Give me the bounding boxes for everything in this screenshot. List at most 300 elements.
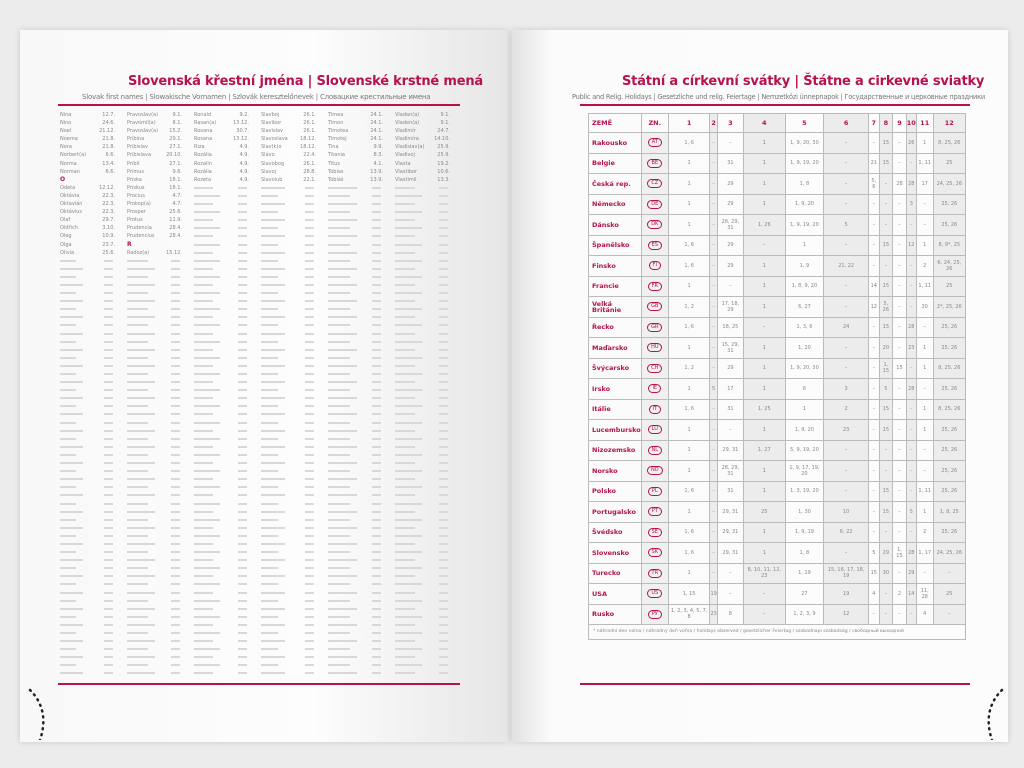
name-entry-blurred bbox=[328, 556, 391, 564]
holiday-days: – bbox=[710, 276, 717, 297]
name-entry bbox=[127, 216, 190, 224]
name-entry-blurred bbox=[194, 378, 257, 386]
name-entry bbox=[127, 224, 190, 232]
name-day: 18.12. bbox=[300, 136, 316, 143]
name-entry-blurred bbox=[328, 402, 391, 410]
holiday-days: – bbox=[710, 461, 717, 482]
name-entry-blurred bbox=[60, 435, 123, 443]
names-column bbox=[127, 111, 190, 678]
name-entry bbox=[60, 224, 123, 232]
name-entry-blurred bbox=[261, 362, 324, 370]
holiday-days: 1, 15 bbox=[668, 584, 710, 605]
holiday-days: 1, 11 bbox=[916, 276, 933, 297]
name-entry-blurred bbox=[194, 467, 257, 475]
name-entry-blurred bbox=[328, 443, 391, 451]
name-entry-blurred bbox=[261, 273, 324, 281]
name-entry-blurred bbox=[395, 459, 458, 467]
name-entry-blurred bbox=[60, 653, 123, 661]
name-entry-blurred bbox=[261, 548, 324, 556]
holiday-days: 1 bbox=[916, 133, 933, 154]
name-day: 20.10. bbox=[166, 152, 182, 159]
holiday-days: 1, 3, 6 bbox=[785, 317, 824, 338]
holiday-days: – bbox=[710, 358, 717, 379]
name-entry-blurred bbox=[261, 289, 324, 297]
holiday-days: 1 bbox=[916, 399, 933, 420]
header-rule bbox=[580, 104, 970, 106]
holiday-days: – bbox=[893, 399, 907, 420]
holiday-days: – bbox=[869, 399, 879, 420]
name-entry-blurred bbox=[127, 548, 190, 556]
name-entry-blurred bbox=[328, 257, 391, 265]
name-entry-blurred bbox=[127, 629, 190, 637]
holiday-days: 25, 26 bbox=[933, 522, 965, 543]
name-day: 26.1. bbox=[303, 112, 316, 118]
name-entry bbox=[60, 192, 123, 200]
name-entry-blurred bbox=[60, 629, 123, 637]
name-entry-blurred bbox=[127, 467, 190, 475]
table-row bbox=[589, 358, 966, 379]
holiday-days: – bbox=[710, 215, 717, 236]
name-day: 4.9. bbox=[239, 176, 249, 183]
holiday-days: 2 bbox=[893, 584, 907, 605]
name-entry-blurred bbox=[395, 241, 458, 249]
holiday-days: 1, 15 bbox=[879, 358, 893, 379]
holiday-days: – bbox=[879, 604, 893, 625]
country-code-cell bbox=[641, 543, 668, 564]
name-entry-blurred bbox=[194, 637, 257, 645]
name-entry-blurred bbox=[395, 232, 458, 240]
name-entry-blurred bbox=[395, 362, 458, 370]
name: Oleg bbox=[60, 233, 72, 240]
holiday-days: 23 bbox=[824, 420, 869, 441]
name-day: 4.7. bbox=[172, 201, 182, 208]
name-entry-blurred bbox=[261, 370, 324, 378]
name: Timotea bbox=[328, 128, 349, 135]
name-entry-blurred bbox=[194, 516, 257, 524]
holiday-days: 1, 8, 25 bbox=[933, 502, 965, 523]
name-entry-blurred bbox=[60, 589, 123, 597]
holiday-days: – bbox=[869, 522, 879, 543]
name-entry-blurred bbox=[261, 637, 324, 645]
name-entry-blurred bbox=[328, 370, 391, 378]
country-code-badge: DE bbox=[647, 200, 662, 209]
name-day: 13.12. bbox=[233, 120, 249, 127]
holiday-days: – bbox=[710, 481, 717, 502]
name-entry-blurred bbox=[395, 249, 458, 257]
holiday-days: – bbox=[906, 256, 916, 277]
holiday-days: 15 bbox=[879, 420, 893, 441]
name-entry bbox=[60, 184, 123, 192]
name-entry-blurred bbox=[395, 532, 458, 540]
name-entry bbox=[194, 151, 257, 159]
name-entry-blurred bbox=[395, 289, 458, 297]
name-entry-blurred bbox=[60, 402, 123, 410]
holiday-days: 23 bbox=[906, 338, 916, 359]
name-entry-blurred bbox=[127, 386, 190, 394]
name-entry-blurred bbox=[328, 605, 391, 613]
name-day: 25.9. bbox=[437, 144, 450, 151]
holiday-days: – bbox=[879, 174, 893, 195]
country-code-badge: CH bbox=[647, 364, 662, 373]
holiday-days: – bbox=[893, 440, 907, 461]
holiday-days: 20 bbox=[879, 338, 893, 359]
name-entry bbox=[60, 135, 123, 143]
name-entry-blurred bbox=[194, 435, 257, 443]
name-day: 12.7. bbox=[102, 112, 115, 118]
holiday-days: 11, 28 bbox=[916, 584, 933, 605]
name-entry-blurred bbox=[60, 661, 123, 669]
name-entry-blurred bbox=[261, 249, 324, 257]
name-entry-blurred bbox=[194, 410, 257, 418]
name-entry-blurred bbox=[127, 508, 190, 516]
name-entry-blurred bbox=[194, 548, 257, 556]
holiday-days: 1, 6 bbox=[668, 481, 710, 502]
name: Noema bbox=[60, 136, 78, 143]
holiday-days: 5 bbox=[824, 215, 869, 236]
name: Timea bbox=[328, 112, 344, 118]
holiday-days: – bbox=[710, 153, 717, 174]
holiday-days: 5, 9, 19, 20 bbox=[785, 440, 824, 461]
name-entry-blurred bbox=[194, 394, 257, 402]
holiday-days: – bbox=[893, 194, 907, 215]
holiday-days: 1, 25 bbox=[743, 399, 785, 420]
name-entry-blurred bbox=[60, 321, 123, 329]
holiday-days: 29 bbox=[717, 194, 743, 215]
name-entry-blurred bbox=[261, 224, 324, 232]
name: Prokop(a) bbox=[127, 201, 151, 208]
holiday-days: 1 bbox=[743, 461, 785, 482]
holiday-days: 25 bbox=[743, 502, 785, 523]
holiday-days: – bbox=[933, 604, 965, 625]
country-code-cell bbox=[641, 276, 668, 297]
holiday-days: – bbox=[916, 461, 933, 482]
name-entry bbox=[60, 232, 123, 240]
country-name: Francie bbox=[589, 276, 642, 297]
name: Slavislav bbox=[261, 128, 283, 135]
name-entry-blurred bbox=[60, 362, 123, 370]
name-day: 24.6. bbox=[102, 120, 115, 127]
holiday-days: 29 bbox=[879, 543, 893, 564]
name-entry-blurred bbox=[127, 500, 190, 508]
holiday-days: – bbox=[824, 133, 869, 154]
table-row bbox=[589, 502, 966, 523]
names-title: Slovenská křestní jména | Slovenské krstné mená bbox=[128, 74, 483, 89]
name-entry-blurred bbox=[395, 556, 458, 564]
country-name: Švýcarsko bbox=[589, 358, 642, 379]
name-entry-blurred bbox=[395, 321, 458, 329]
name-day: 18.12. bbox=[300, 144, 316, 151]
holiday-days: 1, 2 bbox=[668, 358, 710, 379]
holiday-days: – bbox=[916, 563, 933, 584]
name-entry-blurred bbox=[261, 605, 324, 613]
holiday-days: 29 bbox=[717, 235, 743, 256]
holiday-days: – bbox=[710, 522, 717, 543]
name-day: 8.3. bbox=[373, 152, 383, 159]
name: Rozália bbox=[194, 168, 212, 175]
holiday-days: 1, 11 bbox=[916, 153, 933, 174]
name-entry-blurred bbox=[261, 346, 324, 354]
name-entry-blurred bbox=[60, 459, 123, 467]
country-name: Lucembursko bbox=[589, 420, 642, 441]
name-entry-blurred bbox=[395, 491, 458, 499]
country-code-cell bbox=[641, 522, 668, 543]
country-name: Polsko bbox=[589, 481, 642, 502]
holiday-days: 1, 9, 17, 19, 20 bbox=[785, 461, 824, 482]
name: Rozalin bbox=[194, 160, 212, 167]
country-code-badge: LU bbox=[648, 425, 662, 434]
holiday-days: – bbox=[717, 420, 743, 441]
name-entry-blurred bbox=[328, 548, 391, 556]
holiday-days: 2*, 25, 26 bbox=[933, 297, 965, 318]
name-entry bbox=[60, 119, 123, 127]
name-entry-blurred bbox=[328, 597, 391, 605]
country-code-cell bbox=[641, 153, 668, 174]
name: Norman bbox=[60, 168, 80, 175]
holiday-days: 4 bbox=[916, 604, 933, 625]
name-entry-blurred bbox=[194, 354, 257, 362]
table-row bbox=[589, 420, 966, 441]
holiday-days: 1, 9, 20, 30 bbox=[785, 133, 824, 154]
name-entry bbox=[60, 151, 123, 159]
name-entry-blurred bbox=[60, 338, 123, 346]
name-entry bbox=[194, 119, 257, 127]
name-entry bbox=[328, 135, 391, 143]
name-entry-blurred bbox=[60, 637, 123, 645]
country-code-cell bbox=[641, 481, 668, 502]
name-entry bbox=[395, 127, 458, 135]
name-entry-blurred bbox=[261, 354, 324, 362]
name: Slavolub bbox=[261, 176, 283, 183]
name-entry-blurred bbox=[261, 661, 324, 669]
name-entry-blurred bbox=[328, 289, 391, 297]
holiday-days: – bbox=[893, 133, 907, 154]
name-entry bbox=[328, 127, 391, 135]
holiday-days: 17 bbox=[916, 174, 933, 195]
name-entry-blurred bbox=[261, 572, 324, 580]
country-code-cell bbox=[641, 461, 668, 482]
name-entry-blurred bbox=[127, 273, 190, 281]
name-day: 28.8. bbox=[303, 168, 316, 175]
name-day: 25.6. bbox=[102, 249, 115, 256]
holiday-days: – bbox=[879, 215, 893, 236]
name: Primus bbox=[127, 168, 145, 175]
name-entry-blurred bbox=[60, 621, 123, 629]
name: Prudencius bbox=[127, 233, 155, 240]
name-entry-blurred bbox=[261, 297, 324, 305]
name-entry-blurred bbox=[194, 208, 257, 216]
name-entry-blurred bbox=[395, 297, 458, 305]
name-day: 22.1. bbox=[303, 176, 316, 183]
name-day: 24.1. bbox=[370, 120, 383, 127]
name: Procius bbox=[127, 192, 145, 199]
name-entry-blurred bbox=[127, 645, 190, 653]
name-entry-blurred bbox=[194, 338, 257, 346]
holiday-days: – bbox=[710, 543, 717, 564]
holiday-days: 25, 26 bbox=[933, 440, 965, 461]
country-name: Itálie bbox=[589, 399, 642, 420]
holiday-days: – bbox=[906, 481, 916, 502]
holiday-days: 1 bbox=[785, 235, 824, 256]
holiday-days: 29 bbox=[906, 563, 916, 584]
name-entry bbox=[194, 111, 257, 119]
name-day: 15.12. bbox=[166, 249, 182, 256]
holiday-days: – bbox=[710, 317, 717, 338]
holiday-days: 1 bbox=[668, 502, 710, 523]
name-entry bbox=[261, 143, 324, 151]
table-row bbox=[589, 194, 966, 215]
name-entry-blurred bbox=[328, 224, 391, 232]
name-entry-blurred bbox=[194, 192, 257, 200]
name-day: 6.6. bbox=[105, 152, 115, 159]
name-entry bbox=[194, 143, 257, 151]
name-day: 13.9. bbox=[370, 168, 383, 175]
name-entry bbox=[395, 168, 458, 176]
name: Rozeta bbox=[194, 176, 212, 183]
name-entry-blurred bbox=[395, 580, 458, 588]
name-entry-blurred bbox=[328, 524, 391, 532]
holiday-days: 31 bbox=[717, 153, 743, 174]
name-entry bbox=[261, 119, 324, 127]
name-entry bbox=[127, 151, 190, 159]
name-entry-blurred bbox=[328, 273, 391, 281]
name-entry-blurred bbox=[395, 621, 458, 629]
name-entry-blurred bbox=[328, 192, 391, 200]
name: Protus bbox=[127, 217, 143, 224]
country-code-cell bbox=[641, 235, 668, 256]
name-entry-blurred bbox=[60, 370, 123, 378]
name-day: 4.9. bbox=[239, 144, 249, 151]
name-day: 4.9. bbox=[239, 152, 249, 159]
country-name: Portugalsko bbox=[589, 502, 642, 523]
name: Olga bbox=[60, 241, 72, 248]
holiday-days: 1 bbox=[668, 461, 710, 482]
name: Prosper bbox=[127, 209, 146, 216]
name-entry-blurred bbox=[328, 354, 391, 362]
name-entry-blurred bbox=[127, 313, 190, 321]
name-entry-blurred bbox=[194, 216, 257, 224]
name-entry-blurred bbox=[127, 621, 190, 629]
holiday-days: 2 bbox=[824, 399, 869, 420]
holiday-days: – bbox=[893, 604, 907, 625]
name-entry bbox=[127, 127, 190, 135]
name-day: 12.12. bbox=[99, 184, 115, 191]
name-entry-blurred bbox=[261, 305, 324, 313]
holiday-days: – bbox=[893, 215, 907, 236]
name: Timon bbox=[328, 120, 344, 127]
holiday-days: – bbox=[717, 133, 743, 154]
name: Vladen(a) bbox=[395, 120, 420, 127]
name-entry-blurred bbox=[395, 386, 458, 394]
name-entry-blurred bbox=[328, 232, 391, 240]
name-entry-blurred bbox=[261, 330, 324, 338]
name: R bbox=[127, 240, 132, 248]
name-entry-blurred bbox=[60, 410, 123, 418]
holiday-days: 1, 8 bbox=[785, 543, 824, 564]
name-entry-blurred bbox=[194, 330, 257, 338]
name-entry-blurred bbox=[194, 645, 257, 653]
name-entry-blurred bbox=[60, 500, 123, 508]
holiday-days: – bbox=[869, 256, 879, 277]
name-entry-blurred bbox=[194, 508, 257, 516]
holiday-days: 1 bbox=[668, 440, 710, 461]
name-entry-blurred bbox=[328, 305, 391, 313]
name-entry-blurred bbox=[194, 564, 257, 572]
name-entry-blurred bbox=[60, 475, 123, 483]
holiday-days: 1, 2 bbox=[668, 297, 710, 318]
holiday-days: – bbox=[933, 563, 965, 584]
holiday-days: 26 bbox=[906, 133, 916, 154]
name-entry-blurred bbox=[127, 564, 190, 572]
name-entry bbox=[127, 119, 190, 127]
country-name: Irsko bbox=[589, 379, 642, 400]
name-entry-blurred bbox=[328, 532, 391, 540]
name-entry-blurred bbox=[127, 265, 190, 273]
name-entry-blurred bbox=[328, 564, 391, 572]
holiday-days: 1, 17 bbox=[916, 543, 933, 564]
name-entry-blurred bbox=[395, 313, 458, 321]
name-entry-blurred bbox=[261, 645, 324, 653]
name-entry-blurred bbox=[60, 289, 123, 297]
holiday-days: – bbox=[906, 153, 916, 174]
name-day: 4.7. bbox=[172, 192, 182, 199]
name: Tobiáš bbox=[328, 176, 344, 183]
name-entry-blurred bbox=[328, 265, 391, 273]
holiday-days: 6, 22 bbox=[824, 522, 869, 543]
name-entry-blurred bbox=[395, 419, 458, 427]
name-entry-blurred bbox=[395, 564, 458, 572]
name-entry-blurred bbox=[194, 200, 257, 208]
name-entry-blurred bbox=[127, 637, 190, 645]
column-header: 5 bbox=[785, 114, 824, 133]
holiday-days: 15, 16, 17, 18, 19 bbox=[824, 563, 869, 584]
name-entry-blurred bbox=[60, 597, 123, 605]
holiday-days: 1, 6 bbox=[668, 399, 710, 420]
holiday-days: 28 bbox=[906, 543, 916, 564]
holidays-title: Státní a církevní svátky | Štátne a cirkevné sviatky bbox=[622, 74, 985, 89]
name-entry-blurred bbox=[194, 281, 257, 289]
name-entry bbox=[395, 151, 458, 159]
name-day: 19.2. bbox=[437, 160, 450, 167]
holiday-days: – bbox=[743, 584, 785, 605]
name-entry-blurred bbox=[60, 427, 123, 435]
name-entry-blurred bbox=[261, 532, 324, 540]
name-entry-blurred bbox=[328, 321, 391, 329]
country-code-cell bbox=[641, 502, 668, 523]
name-day: 22.3. bbox=[102, 201, 115, 208]
holiday-days: – bbox=[869, 358, 879, 379]
name: Oktávius bbox=[60, 209, 82, 216]
holiday-days: 25, 26 bbox=[933, 194, 965, 215]
country-name: Německo bbox=[589, 194, 642, 215]
holiday-days: – bbox=[893, 153, 907, 174]
name-entry-blurred bbox=[194, 500, 257, 508]
holiday-days: 1, 2, 3, 4, 5, 7, 8 bbox=[668, 604, 710, 625]
holiday-days: – bbox=[879, 256, 893, 277]
holiday-days: 1, 3, 19, 20 bbox=[785, 481, 824, 502]
name-entry-blurred bbox=[60, 313, 123, 321]
holiday-days: 24, 25, 26 bbox=[933, 174, 965, 195]
name-day: 22.4. bbox=[303, 152, 316, 159]
holiday-days: – bbox=[824, 481, 869, 502]
name-entry-blurred bbox=[127, 516, 190, 524]
table-row bbox=[589, 317, 966, 338]
name-entry-blurred bbox=[395, 200, 458, 208]
holiday-days: 1, 30 bbox=[785, 502, 824, 523]
table-row bbox=[589, 461, 966, 482]
table-row bbox=[589, 174, 966, 195]
name-entry-blurred bbox=[328, 427, 391, 435]
holiday-days: – bbox=[824, 461, 869, 482]
